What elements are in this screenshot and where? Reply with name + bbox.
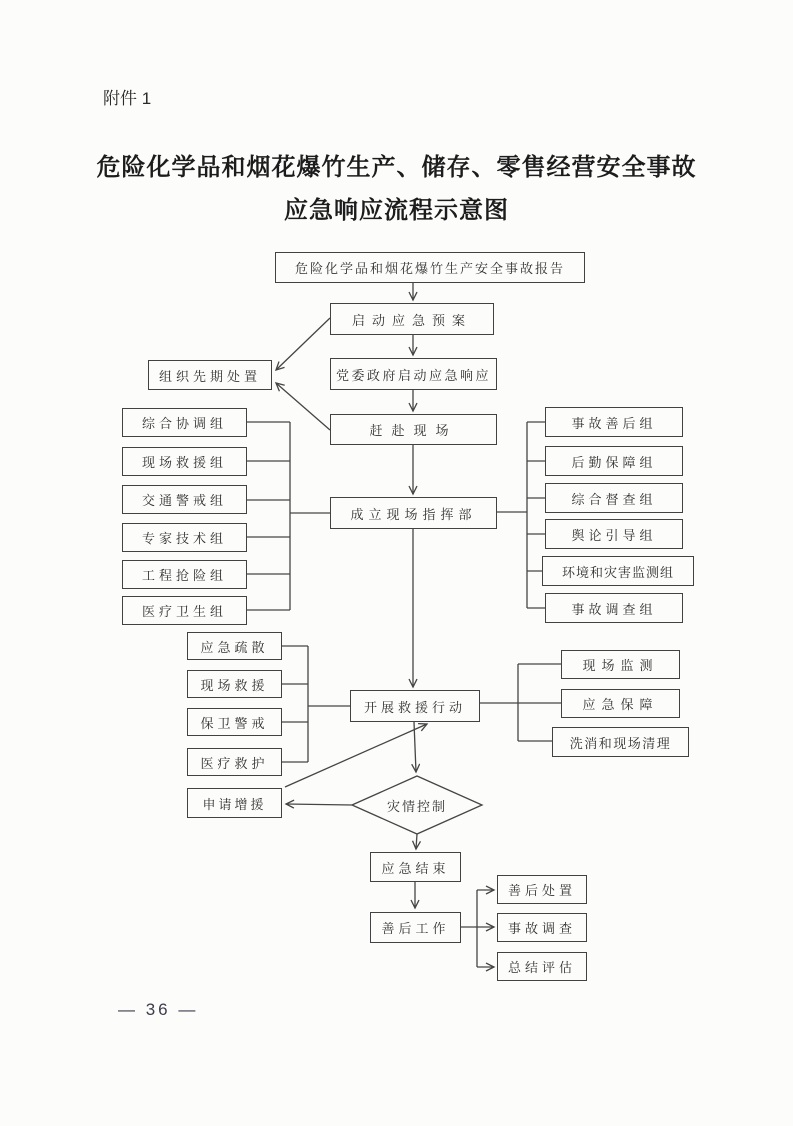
node-expert-technical-group: 专家技术组: [122, 523, 247, 552]
title-line-1: 危险化学品和烟花爆竹生产、储存、零售经营安全事故: [96, 154, 697, 181]
node-accident-investigation: 事故调查: [497, 913, 587, 942]
node-emergency-end: 应急结束: [370, 852, 461, 882]
node-site-monitoring: 现场监测: [561, 650, 680, 679]
node-supervision-group: 综合督查组: [545, 483, 683, 513]
attachment-label: 附件 1: [103, 89, 152, 108]
node-disaster-control-label: 灾情控制: [386, 798, 447, 814]
node-summary-evaluation: 总结评估: [497, 952, 587, 981]
node-medical-aid: 医疗救护: [187, 748, 282, 776]
node-accident-report: 危险化学品和烟花爆竹生产安全事故报告: [275, 252, 585, 283]
node-start-emergency-plan: 启动应急预案: [330, 303, 494, 335]
node-emergency-evacuation: 应急疏散: [187, 632, 282, 660]
node-site-rescue-group: 现场救援组: [122, 447, 247, 476]
node-emergency-support: 应急保障: [561, 689, 680, 718]
node-public-opinion-group: 舆论引导组: [545, 519, 683, 549]
node-rescue-action: 开展救援行动: [350, 690, 480, 722]
node-security-guard: 保卫警戒: [187, 708, 282, 736]
node-accident-aftermath-group: 事故善后组: [545, 407, 683, 437]
node-environment-monitoring-group: 环境和灾害监测组: [542, 556, 694, 586]
node-decontamination-cleanup: 洗消和现场清理: [552, 727, 689, 757]
node-gov-start-response: 党委政府启动应急响应: [330, 358, 497, 390]
title-line-2: 应急响应流程示意图: [284, 197, 509, 225]
node-aftermath-work: 善后工作: [370, 912, 461, 943]
node-engineering-rescue-group: 工程抢险组: [122, 560, 247, 589]
node-aftermath-disposal: 善后处置: [497, 875, 587, 904]
node-medical-health-group: 医疗卫生组: [122, 596, 247, 625]
page-number: — 36 —: [118, 1000, 199, 1019]
node-command-setup: 成立现场指挥部: [330, 497, 497, 529]
node-comprehensive-coordination-group: 综合协调组: [122, 408, 247, 437]
node-request-reinforcement: 申请增援: [187, 788, 282, 818]
node-accident-investigation-group: 事故调查组: [545, 593, 683, 623]
node-early-disposal: 组织先期处置: [148, 360, 272, 390]
node-logistics-support-group: 后勤保障组: [545, 446, 683, 476]
node-rush-to-scene: 赶赴现场: [330, 414, 497, 445]
node-traffic-control-group: 交通警戒组: [122, 485, 247, 514]
node-site-rescue: 现场救援: [187, 670, 282, 698]
